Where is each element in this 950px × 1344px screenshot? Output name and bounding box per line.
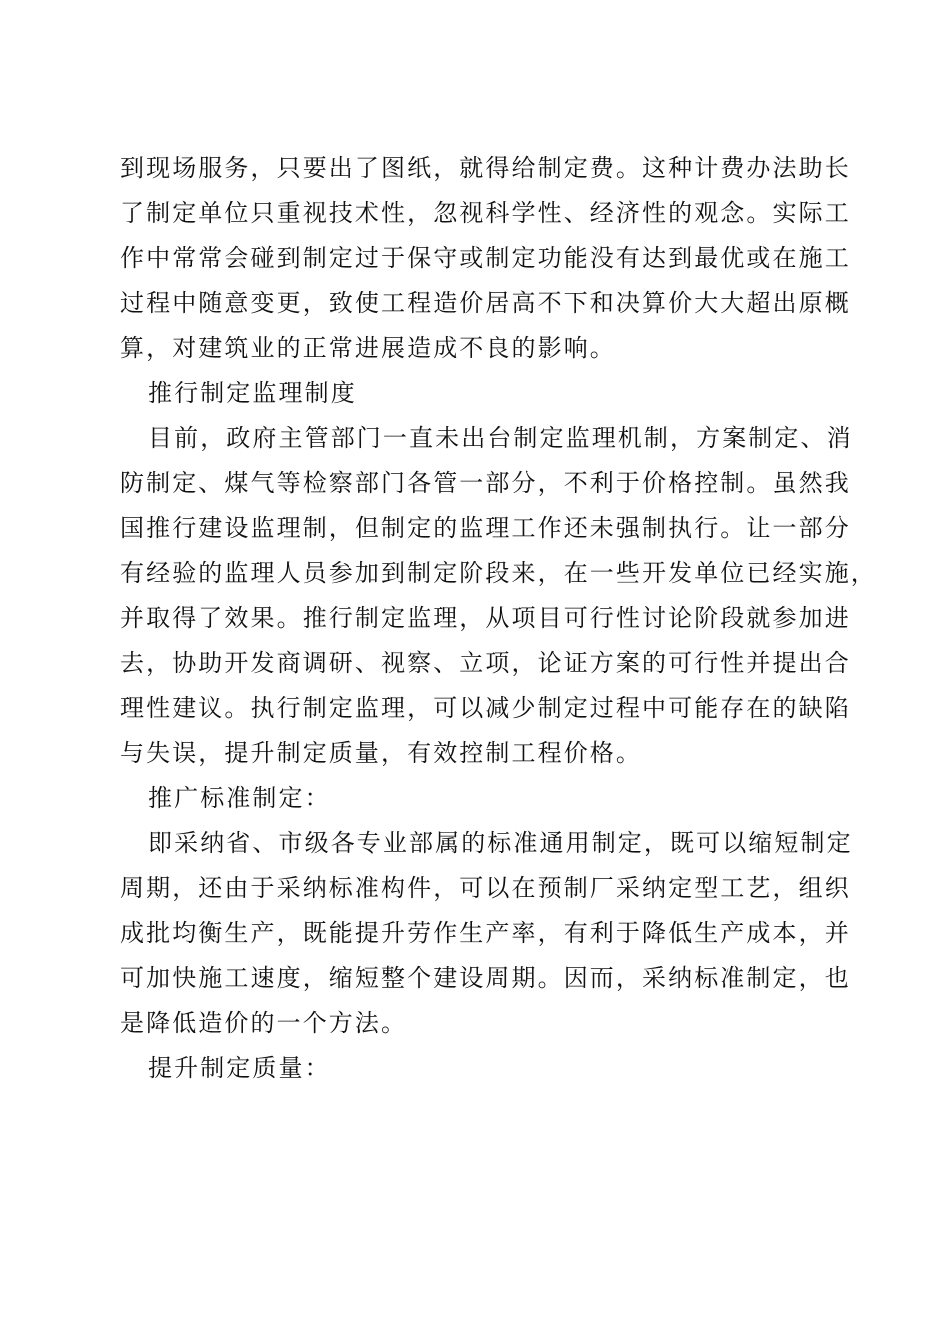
- section-heading: [120, 776, 835, 821]
- text-line: 并取得了效果。推行制定监理，从项目可行性讨论阶段就参加进: [120, 604, 851, 632]
- section-heading: [120, 1046, 835, 1091]
- text-line: 与失误，提升制定质量，有效控制工程价格。: [120, 739, 642, 767]
- paragraph: [120, 821, 853, 1046]
- text-line: 即采纳省、市级各专业部属的标准通用制定，既可以缩短制定: [148, 829, 853, 857]
- text-line: 作中常常会碰到制定过于保守或制定功能没有达到最优或在施工: [120, 244, 851, 272]
- heading-text: 推行制定监理制度: [148, 379, 357, 407]
- heading-text: 提升制定质量：: [148, 1054, 331, 1082]
- text-line: 了制定单位只重视技术性，忽视科学性、经济性的观念。实际工: [120, 199, 851, 227]
- text-line: 目前，政府主管部门一直未出台制定监理机制，方案制定、消: [148, 424, 853, 452]
- text-line: 成批均衡生产，既能提升劳作生产率，有利于降低生产成本，并: [120, 919, 851, 947]
- paragraph: [120, 146, 851, 371]
- document-body: [120, 146, 877, 1091]
- text-line: 到现场服务，只要出了图纸，就得给制定费。这种计费办法助长: [120, 154, 851, 182]
- heading-text: 推广标准制定：: [148, 784, 331, 812]
- text-line: 周期，还由于采纳标准构件，可以在预制厂采纳定型工艺，组织: [120, 874, 851, 902]
- text-line: 去，协助开发商调研、视察、立项，论证方案的可行性并提出合: [120, 649, 851, 677]
- text-line: 算，对建筑业的正常进展造成不良的影响。: [120, 334, 616, 362]
- text-line: 防制定、煤气等检察部门各管一部分，不利于价格控制。虽然我: [120, 469, 851, 497]
- text-line: 是降低造价的一个方法。: [120, 1009, 408, 1037]
- text-line: 过程中随意变更，致使工程造价居高不下和决算价大大超出原概: [120, 289, 851, 317]
- text-line: 国推行建设监理制，但制定的监理工作还未强制执行。让一部分: [120, 514, 851, 542]
- text-line: 有经验的监理人员参加到制定阶段来，在一些开发单位已经实施，: [120, 559, 877, 587]
- text-line: 可加快施工速度，缩短整个建设周期。因而，采纳标准制定，也: [120, 964, 851, 992]
- section-heading: [120, 371, 835, 416]
- paragraph: [120, 416, 877, 776]
- text-line: 理性建议。执行制定监理，可以减少制定过程中可能存在的缺陷: [120, 694, 851, 722]
